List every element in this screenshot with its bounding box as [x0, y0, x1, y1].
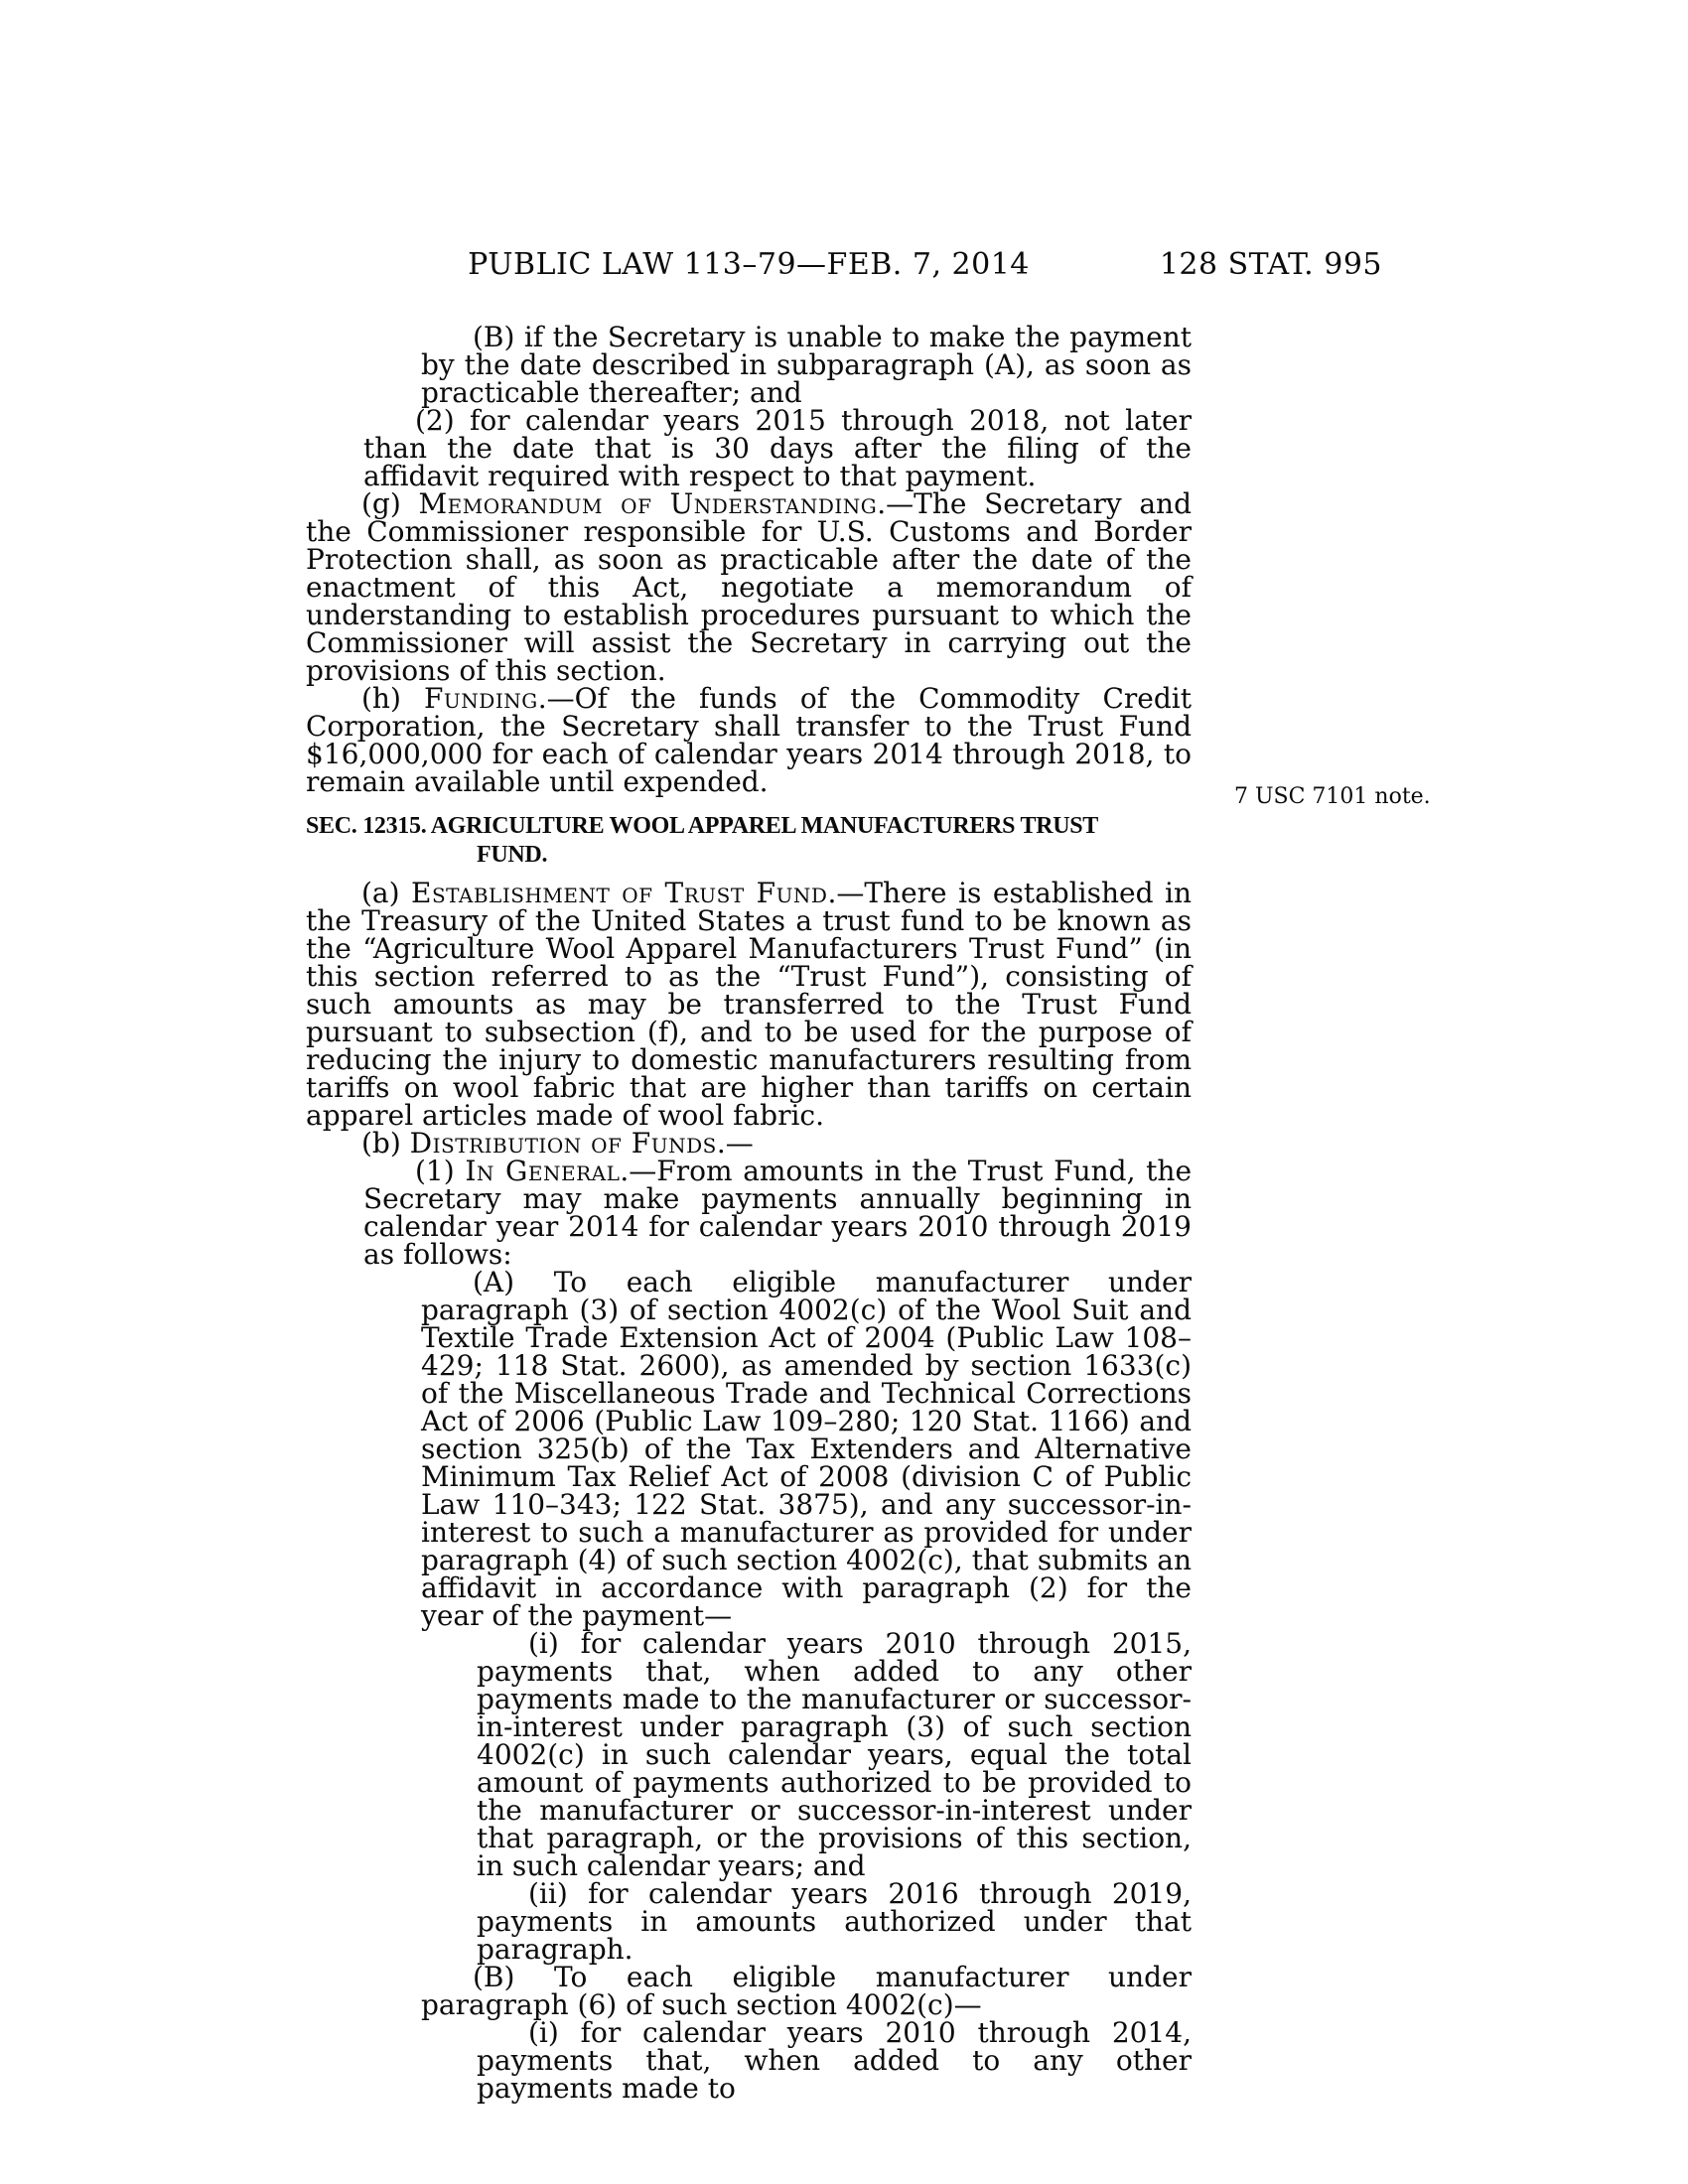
para-clause-i-2010-2014	[477, 2016, 1192, 2105]
paragraph-text: (a)	[361, 877, 412, 909]
paragraph-text: (h)	[361, 682, 424, 715]
smallcaps-run: In General	[465, 1155, 621, 1187]
para-subsec-h-funding	[306, 682, 1192, 798]
uscode-margin-note: 7 USC 7101 note.	[1234, 784, 1431, 809]
paragraph-text: .—Of the funds of the Commodity Credit Corporation, the Secretary shall transfer to the Trust Fund $16,000,000 for each of calendar years 2014 through 2018, to remain available until expended.	[306, 682, 1192, 798]
running-head-title: PUBLIC LAW 113–79—FEB. 7, 2014	[468, 247, 1030, 282]
para-clause-ii-2016-2019	[477, 1877, 1192, 1966]
section-heading-12315	[306, 812, 1192, 870]
paragraph-text: (g)	[361, 487, 419, 520]
para-subpara-B-payment-date	[421, 321, 1192, 409]
paragraph-text: .—The Secretary and the Commissioner responsible for U.S. Customs and Border Protection shall, as soon as practicable after the date of the enactment of this Act, negotiate a memorandum of understanding to establish procedures pursuant to which the Commissioner will assist the Secretary in carrying out the provisions of this section.	[306, 487, 1193, 687]
paragraph-text: (1)	[415, 1155, 466, 1187]
paragraph-text: (b)	[361, 1127, 410, 1160]
section-heading-line2: FUND.	[477, 842, 548, 868]
smallcaps-run: Funding	[424, 682, 538, 715]
para-subsec-a-establishment	[306, 877, 1192, 1132]
smallcaps-run: Distribution of Funds	[409, 1127, 717, 1160]
paragraph-text: (2) for calendar years 2015 through 2018, not later than the date that is 30 days after the filing of the affidavit required with respect to that payment.	[363, 404, 1192, 492]
statute-text-column	[306, 321, 1193, 2105]
para-subpara-A-eligible-manufacturer	[421, 1266, 1192, 1632]
paragraph-text: .—From amounts in the Trust Fund, the Secretary may make payments annually beginning in calendar year 2014 for calendar years 2010 through 2019 as follows:	[363, 1155, 1193, 1271]
para-item-1-in-general	[363, 1155, 1193, 1271]
smallcaps-run: Establishment of Trust Fund	[411, 877, 828, 909]
para-clause-i-2010-2015	[477, 1627, 1192, 1882]
section-heading-line1: SEC. 12315. AGRICULTURE WOOL APPAREL MANUFACTURERS TRUST	[306, 813, 1099, 839]
paragraph-text: (i) for calendar years 2010 through 2015, payments that, when added to any other payments made to the manufacturer or successor-in-interest under paragraph (3) of such section 4002(c) in such calendar years, equal the total amount of payments authorized to be provided to the manufacturer or successor-in-interest under that paragraph, or the provisions of this section, in such calendar years; and	[477, 1627, 1192, 1882]
running-head-page-number: 128 STAT. 995	[1159, 247, 1382, 282]
paragraph-text: (ii) for calendar years 2016 through 2019, payments in amounts authorized under that paragraph.	[477, 1877, 1192, 1966]
paragraph-text: .—There is established in the Treasury of the United States a trust fund to be known as the “Agriculture Wool Apparel Manufacturers Trust Fund” (in this section referred to as the “Trust Fund”), consisting of such amounts as may be transferred to the Trust Fund pursuant to subsection (f), and to be used for the purpose of reducing the injury to domestic manufacturers resulting from tariffs on wool fabric that are higher than tariffs on certain apparel articles made of wool fabric.	[306, 877, 1192, 1132]
para-item-2-calendar-years	[363, 404, 1192, 492]
paragraph-text: (i) for calendar years 2010 through 2014, payments that, when added to any other payments made to	[477, 2016, 1192, 2105]
paragraph-text: (A) To each eligible manufacturer under paragraph (3) of section 4002(c) of the Wool Suit and Textile Trade Extension Act of 2004 (Public Law 108–429; 118 Stat. 2600), as amended by section 1633(c) of the Miscellaneous Trade and Technical Corrections Act of 2006 (Public Law 109–280; 120 Stat. 1166) and section 325(b) of the Tax Extenders and Alternative Minimum Tax Relief Act of 2008 (division C of Public Law 110–343; 122 Stat. 3875), and any successor-in-interest to such a manufacturer as provided for under paragraph (4) of such section 4002(c), that submits an affidavit in accordance with paragraph (2) for the year of the payment—	[421, 1266, 1192, 1632]
para-subpara-B-paragraph-6	[421, 1961, 1192, 2021]
para-subsec-b-distribution	[306, 1127, 1192, 1160]
paragraph-text: .—	[716, 1127, 754, 1160]
smallcaps-run: Memorandum of Understanding	[418, 487, 878, 520]
paragraph-text: (B) if the Secretary is unable to make the payment by the date described in subparagraph (A), as soon as practicable thereafter; and	[421, 321, 1192, 409]
para-subsec-g-memorandum	[306, 487, 1193, 687]
paragraph-text: (B) To each eligible manufacturer under paragraph (6) of such section 4002(c)—	[421, 1961, 1192, 2021]
